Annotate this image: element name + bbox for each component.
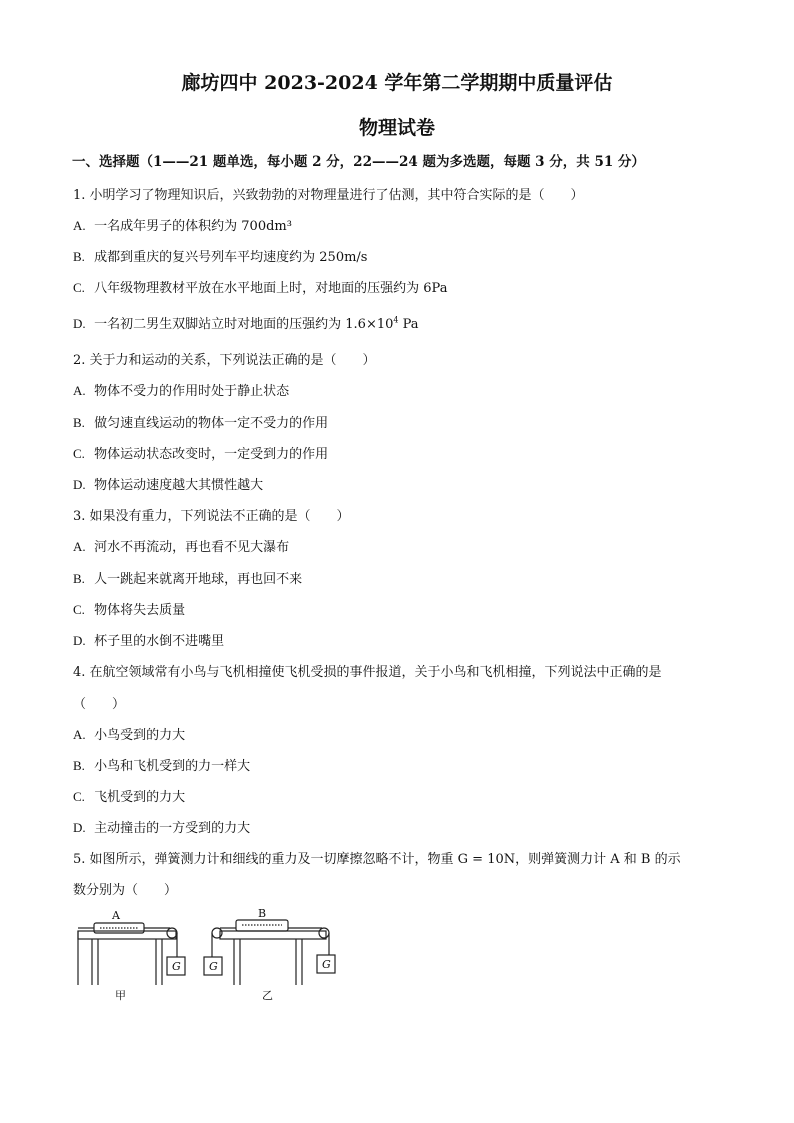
question-4-option-d[interactable]	[73, 817, 250, 836]
option-text: 一名初二男生双脚站立时对地面的压强约为 1.6×10	[94, 317, 394, 332]
option-text: 八年级物理教材平放在水平地面上时，对地面的压强约为 6Pa	[94, 281, 448, 296]
question-3-option-b[interactable]	[73, 568, 302, 587]
option-label: C.	[73, 789, 85, 804]
question-4-option-c[interactable]	[73, 786, 185, 805]
question-2-option-b[interactable]	[73, 412, 328, 431]
option-label: A.	[73, 218, 86, 233]
option-label: D.	[73, 633, 86, 648]
question-5-stem: 5. 如图所示，弹簧测力计和细线的重力及一切摩擦忽略不计，物重 G = 10N，则弹簧测力计 A 和 B 的示	[73, 852, 681, 867]
option-label: B.	[73, 758, 85, 773]
caption-left: 甲	[115, 989, 126, 1002]
option-text: 做匀速直线运动的物体一定不受力的作用	[94, 416, 329, 431]
option-text: 主动撞击的一方受到的力大	[94, 821, 251, 836]
weight-label-left: G	[172, 960, 181, 973]
caption-right: 乙	[262, 989, 273, 1002]
table-left	[78, 931, 176, 985]
option-text: 成都到重庆的复兴号列车平均速度约为 250m/s	[94, 250, 368, 265]
question-2-stem: 2. 关于力和运动的关系，下列说法正确的是（ ）	[73, 353, 376, 368]
option-unit: Pa	[398, 317, 419, 332]
spring-scale-b	[220, 920, 322, 931]
question-3-option-c[interactable]	[73, 599, 185, 618]
option-text: 小鸟和飞机受到的力一样大	[94, 759, 251, 774]
exam-subtitle: 物理试卷	[358, 117, 435, 139]
question-2-option-d[interactable]	[73, 474, 263, 493]
option-text: 飞机受到的力大	[94, 790, 186, 805]
option-text: 人一跳起来就离开地球，再也回不来	[94, 572, 303, 587]
label-b: B	[258, 907, 267, 920]
option-text: 河水不再流动，再也看不见大瀑布	[94, 540, 290, 555]
question-5-stem-continued: 数分别为（ ）	[73, 883, 178, 898]
weight-label-right-b: G	[322, 958, 331, 971]
option-text: 物体不受力的作用时处于静止状态	[94, 384, 290, 399]
option-text: 小鸟受到的力大	[94, 728, 186, 743]
option-text: 物体运动状态改变时，一定受到力的作用	[94, 447, 329, 462]
question-4-option-a[interactable]	[73, 724, 185, 743]
question-1-option-b[interactable]	[73, 246, 367, 265]
option-label: B.	[73, 249, 85, 264]
option-text: 物体将失去质量	[94, 603, 186, 618]
option-label: C.	[73, 446, 85, 461]
option-text: 杯子里的水倒不进嘴里	[94, 634, 225, 649]
option-label: A.	[73, 539, 86, 554]
question-2-option-a[interactable]	[73, 380, 289, 399]
question-1-stem: 1. 小明学习了物理知识后，兴致勃勃的对物理量进行了估测，其中符合实际的是（ ）	[73, 188, 584, 203]
option-text: 物体运动速度越大其惯性越大	[94, 478, 264, 493]
exam-title: 廊坊四中 2023-2024 学年第二学期期中质量评估	[181, 72, 613, 94]
table-right	[220, 931, 326, 985]
pulley-right-b	[319, 928, 329, 938]
question-1-option-d[interactable]	[73, 313, 419, 332]
question-4-stem-continued: （ ）	[73, 697, 126, 712]
option-text: 一名成年男子的体积约为 700dm³	[94, 219, 292, 234]
option-label: D.	[73, 316, 86, 331]
question-1-option-a[interactable]	[73, 215, 292, 234]
question-3-option-d[interactable]	[73, 630, 224, 649]
option-label: D.	[73, 477, 86, 492]
question-3-option-a[interactable]	[73, 536, 289, 555]
option-label: B.	[73, 571, 85, 586]
question-4-option-b[interactable]	[73, 755, 250, 774]
option-label: C.	[73, 280, 85, 295]
option-label: B.	[73, 415, 85, 430]
section-heading: 一、选择题（1——21 题单选，每小题 2 分，22——24 题为多选题，每题 3 分，共 51 分）	[72, 154, 645, 170]
spring-scale-figure	[70, 905, 350, 1005]
question-2-option-c[interactable]	[73, 443, 328, 462]
label-a: A	[112, 909, 120, 922]
option-label: A.	[73, 383, 86, 398]
question-3-stem: 3. 如果没有重力，下列说法不正确的是（ ）	[73, 509, 350, 524]
option-label: C.	[73, 602, 85, 617]
exponent: 4	[393, 315, 399, 325]
option-label: A.	[73, 727, 86, 742]
weight-label-right-a: G	[209, 960, 218, 973]
question-1-option-c[interactable]	[73, 277, 447, 296]
option-label: D.	[73, 820, 86, 835]
question-4-stem: 4. 在航空领域常有小鸟与飞机相撞使飞机受损的事件报道，关于小鸟和飞机相撞，下列说法中正确的是	[73, 665, 662, 680]
